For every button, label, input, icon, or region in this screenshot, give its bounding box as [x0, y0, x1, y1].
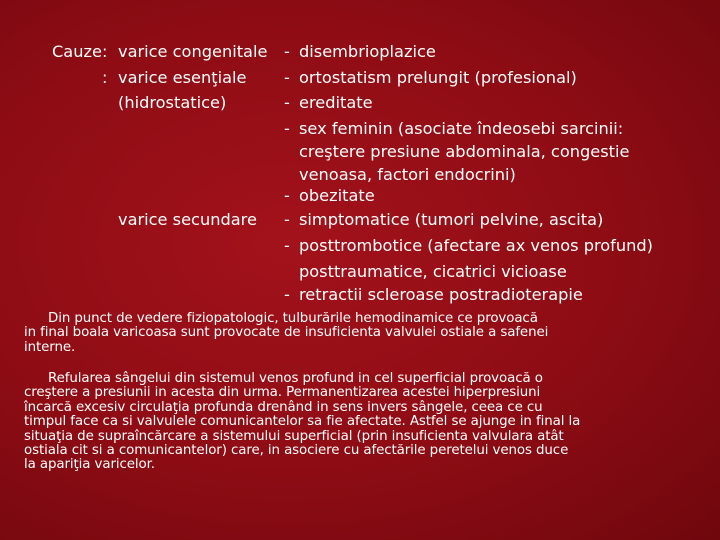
list-dash: -	[284, 68, 290, 87]
reflux-paragraph	[24, 372, 696, 473]
cause-item: simptomatice (tumori pelvine, ascita)	[299, 210, 604, 229]
cause-item: obezitate	[299, 186, 375, 205]
paragraph-line: Refularea sângelui din sistemul venos profund in cel superficial provoacă o	[48, 371, 543, 386]
colon-mark: :	[102, 68, 108, 87]
paragraph-line: timpul face ca si valvulele comunicantelor sa fie afectate. Astfel se ajunge in final la	[24, 414, 581, 430]
list-dash: -	[284, 186, 290, 205]
cause-item: retractii scleroase postradioterapie	[299, 285, 583, 304]
paragraph-line: ostiala cit si a comunicantelor) care, in asociere cu afectările peretelui venos duce	[24, 443, 569, 459]
paragraph-line: interne.	[24, 339, 76, 355]
cause-item: ortostatism prelungit (profesional)	[299, 68, 577, 87]
cause-item: posttrombotice (afectare ax venos profund)	[299, 236, 653, 255]
paragraph-line: Din punct de vedere fiziopatologic, tulburările hemodinamice ce provoacă	[48, 311, 538, 326]
cause-item-continuation: venoasa, factori endocrini)	[299, 165, 516, 184]
cause-item-continuation: creştere presiune abdominala, congestie	[299, 142, 630, 161]
paragraph-line: creştere a presiunii in acesta din urma. Permanentizarea acestei hiperpresiuni	[24, 385, 541, 401]
varice-congenitale-label: varice congenitale	[118, 42, 268, 61]
list-dash: -	[284, 236, 290, 255]
cause-item: ereditate	[299, 93, 373, 112]
hidrostatice-label: (hidrostatice)	[118, 93, 227, 112]
paragraph-line: in final boala varicoasa sunt provocate de insuficienta valvulei ostiale a safenei	[24, 325, 549, 341]
cause-item-continuation: posttraumatice, cicatrici vicioase	[299, 262, 567, 281]
list-dash: -	[284, 42, 290, 61]
cause-item: sex feminin (asociate îndeosebi sarcinii:	[299, 119, 624, 138]
list-dash: -	[284, 210, 290, 229]
paragraph-line: situaţia de supraîncărcare a sistemului superficial (prin insuficienta valvulara atât	[24, 428, 564, 444]
list-dash: -	[284, 93, 290, 112]
list-dash: -	[284, 119, 290, 138]
pathophysiology-paragraph	[24, 312, 696, 355]
list-dash: -	[284, 285, 290, 304]
cause-item: disembrioplazice	[299, 42, 436, 61]
causes-label: Cauze:	[52, 42, 108, 61]
paragraph-line: la apariţia varicelor.	[24, 457, 155, 473]
paragraph-line: încarcă excesiv circulaţia profunda drenând in sens invers sângele, ceea ce cu	[24, 399, 543, 415]
varice-esentiale-label: varice esenţiale	[118, 68, 247, 87]
varice-secundare-label: varice secundare	[118, 210, 257, 229]
